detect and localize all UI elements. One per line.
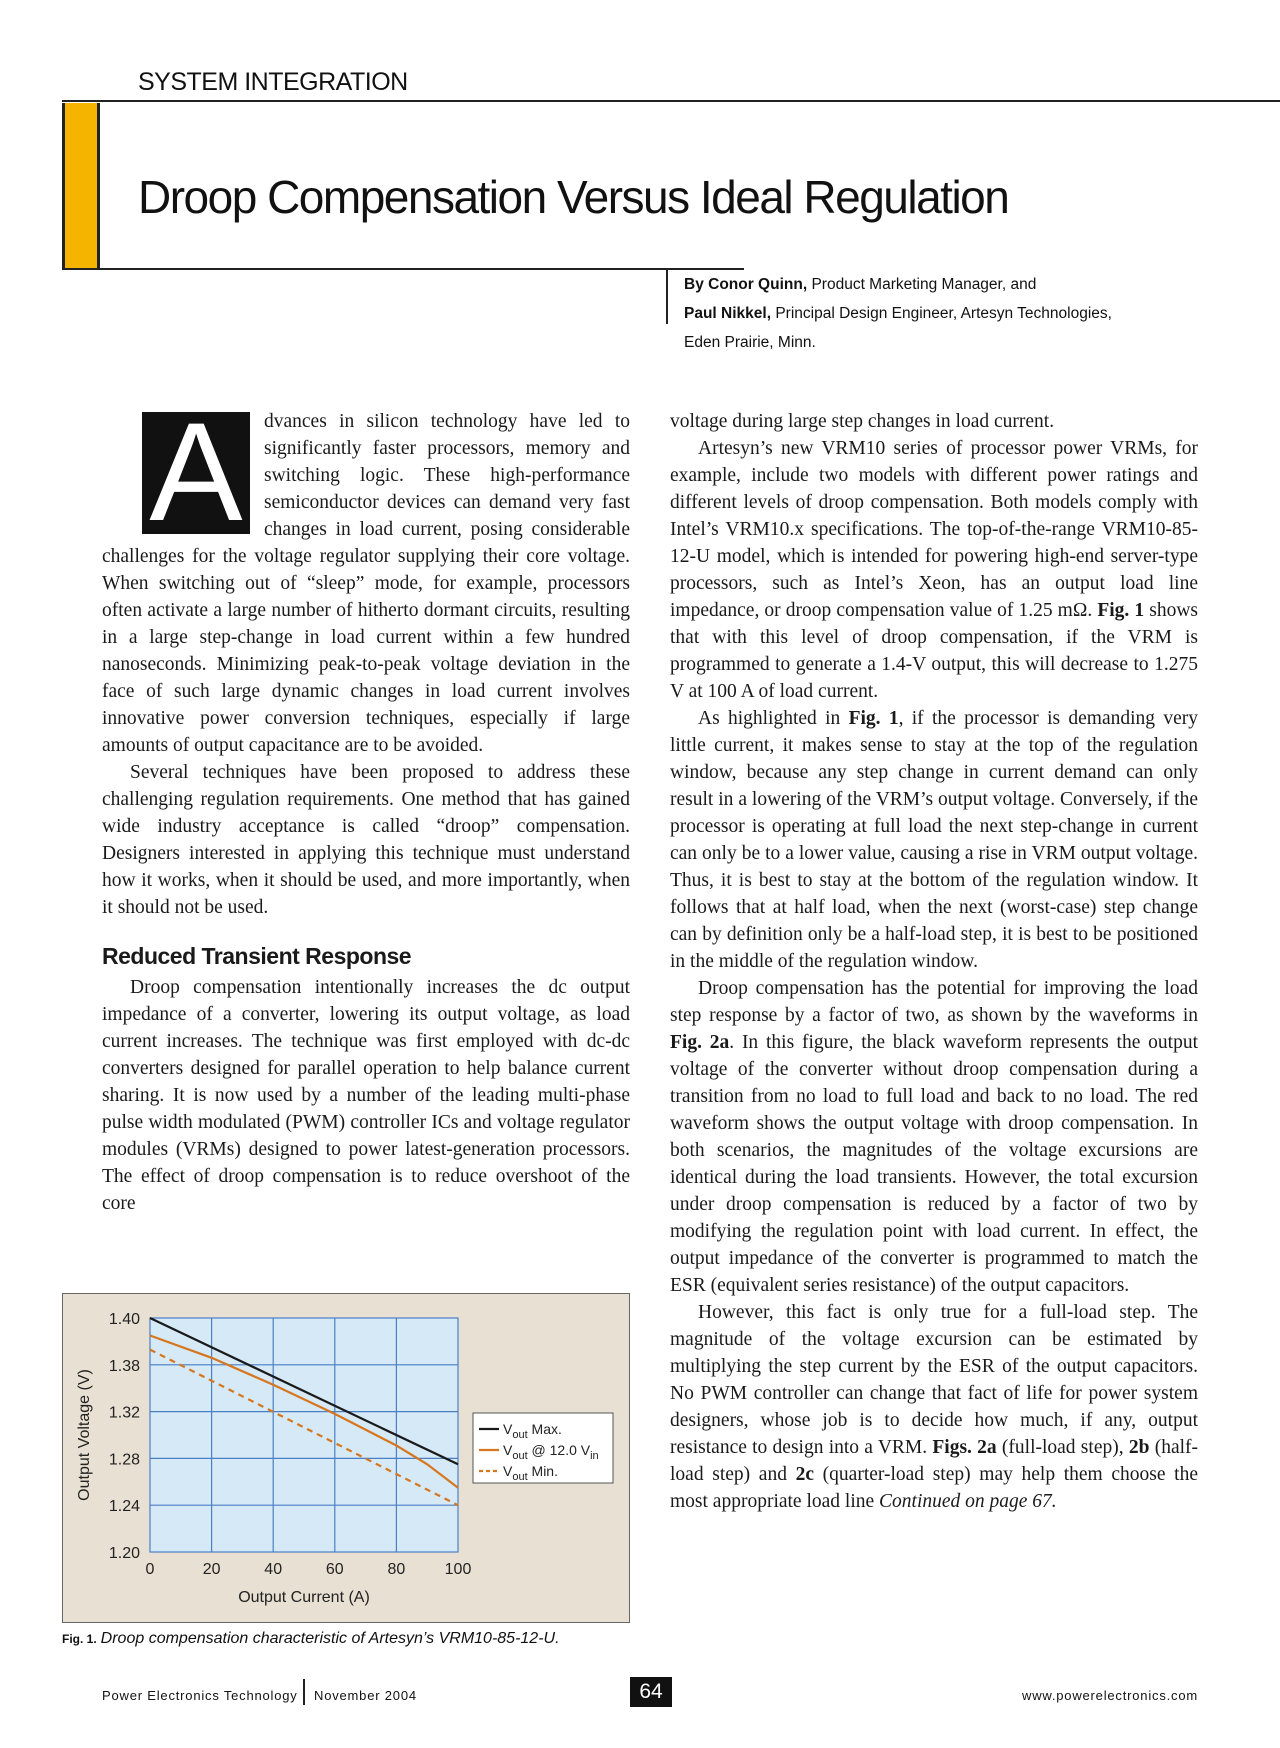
y-tick-label: 1.38 (108, 1357, 140, 1375)
section-subhead: Reduced Transient Response (102, 943, 412, 969)
paragraph-text: However, this fact is only true for a full-load step. The magnitude of the voltage excursion can be estimated by multiplying the step current by the ESR of the output capacitors. No PWM controller can change that fact of life for power system designers, whose job is to decide how much, if any, output resistance to design into a VRM. (670, 1302, 1198, 1458)
author1-role: Product Marketing Manager, and (811, 276, 1037, 293)
paragraph (670, 1299, 1198, 1515)
paragraph-text: (half-load step) and (670, 1437, 1199, 1485)
paragraph: Droop compensation intentionally increases the dc output impedance of a converter, lowering its output voltage, as load current increases. The technique was first employed with dc-dc converters designed for parallel operation to help balance current sharing. It is now used by a number of the leading multi-phase pulse width modulated (PWM) controller ICs and voltage regulator modules (VRMs) designed to power latest-generation processors. The effect of droop compensation is to reduce overshoot of the core (102, 977, 630, 1214)
footer-url: www.powerelectronics.com (1022, 1688, 1198, 1703)
paragraph-intro-text: dvances in silicon technology have led to significantly faster processors, memory and switching logic. These high-performance semiconductor devices can demand very fast changes in load current, posing considerable challenges for the voltage regulator supplying their core voltage. When switching out of “sleep” mode, for example, processors often activate a large number of hitherto dormant circuits, resulting in a large step-change in load current within a few hundred nanoseconds. Minimizing peak-to-peak voltage deviation in the face of such large dynamic changes in load current involves innovative power conversion techniques, especially if large amounts of output capacitance are to be avoided. (102, 411, 630, 756)
article-title: Droop Compensation Versus Ideal Regulation (138, 171, 1009, 223)
droop-chart (63, 1294, 629, 1622)
author2-role: Principal Design Engineer, Artesyn Technologies, (775, 305, 1112, 322)
figure-reference: 2c (795, 1464, 815, 1485)
paragraph: Several techniques have been proposed to address these challenging regulation requirements. One method that has gained wide industry acceptance is called “droop” compensation. Designers interested in applying this technique must understand how it works, when it should be used, and more importantly, when it should not be used. (102, 762, 630, 918)
figure-reference: Fig. 1 (1097, 600, 1145, 621)
x-tick-label: 20 (202, 1561, 221, 1578)
author2-name: Paul Nikkel, (684, 305, 772, 322)
byline-rule (666, 268, 668, 324)
accent-bar (62, 103, 100, 270)
byline (684, 270, 1244, 357)
y-tick-label: 1.40 (108, 1311, 140, 1328)
y-tick-label: 1.24 (108, 1498, 140, 1516)
x-tick-label: 60 (325, 1561, 344, 1578)
paragraph: voltage during large step changes in load current. (670, 411, 1055, 432)
figure-label: Fig. 1. (62, 1632, 97, 1646)
y-tick-label: 1.20 (108, 1545, 140, 1562)
paragraph-text: . In this figure, the black waveform represents the output voltage of the converter without droop compensation during a transition from no load to full load and back to no load. The red waveform shows the output voltage with droop compensation. In both scenarios, the magnitudes of the voltage excursions are identical during the load transients. However, the total excursion under droop compensation is reduced by a factor of two by modifying the regulation point with load current. In effect, the output impedance of the converter is programmed to match the ESR (equivalent series resistance) of the output capacitors. (670, 1032, 1198, 1296)
x-tick-label: 100 (444, 1561, 472, 1578)
footer-separator (303, 1679, 305, 1705)
x-tick-label: 80 (387, 1561, 406, 1578)
paragraph (670, 435, 1198, 705)
drop-cap: A (142, 412, 250, 534)
footer-publication: Power Electronics Technology (102, 1688, 298, 1703)
legend-label: $V_{out}$ Max. (503, 1421, 562, 1441)
figure-reference: 2b (1128, 1437, 1150, 1458)
paragraph-text: As highlighted in (698, 708, 841, 729)
figure-reference: Figs. 2a (932, 1437, 997, 1458)
y-tick-label: 1.32 (108, 1404, 140, 1422)
footer-date: November 2004 (314, 1688, 417, 1703)
author1-name: By Conor Quinn, (684, 276, 808, 293)
continued-note: Continued on page 67. (879, 1491, 1057, 1512)
paragraph-text: , if the processor is demanding very little current, it makes sense to stay at the top of the regulation window, because any step change in current demand can only result in a lowering of the VRM’s output voltage. Conversely, if the processor is operating at full load the next step-change in current can only be to a lower value, causing a rise in VRM output voltage. Thus, it is best to stay at the bottom of the regulation window. It follows that at half load, when the next (worst-case) step change can by definition only be a half-load step, it is best to be positioned in the middle of the regulation window. (670, 708, 1198, 972)
figure-1 (62, 1293, 630, 1623)
section-label: SYSTEM INTEGRATION (138, 68, 408, 96)
x-tick-label: 40 (264, 1561, 283, 1578)
figure-caption-text: Droop compensation characteristic of Artesyn’s VRM10-85-12-U. (100, 1630, 560, 1647)
figure-caption (62, 1630, 642, 1648)
y-axis-label: Output Voltage (V) (76, 1369, 93, 1501)
left-column (102, 393, 630, 1217)
figure-reference: Fig. 2a (670, 1032, 730, 1053)
legend-label: $V_{out}$ Min. (503, 1463, 558, 1483)
x-tick-label: 0 (145, 1561, 155, 1578)
paragraph (670, 705, 1198, 975)
header-rule (62, 100, 1280, 102)
paragraph-text: Artesyn’s new VRM10 series of processor power VRMs, for example, include two models with different power ratings and different levels of droop compensation. Both models comply with Intel’s VRM10.x specifications. The top-of-the-range VRM10-85-12-U model, which is intended for powering high-end server-type processors, such as Intel’s Xeon, has an output load line impedance, or droop compensation value of 1.25 mΩ. (670, 438, 1198, 621)
author-location: Eden Prairie, Minn. (684, 334, 816, 351)
figure-reference: Fig. 1 (848, 708, 899, 729)
paragraph-text: shows that with this level of droop compensation, if the VRM is programmed to generate a 1.4-V output, this will decrease to 1.275 V at 100 A of load current. (670, 600, 1199, 702)
paragraph (670, 975, 1198, 1299)
paragraph-intro (102, 393, 630, 759)
x-axis-label: Output Current (A) (238, 1589, 370, 1606)
paragraph-text: (full-load step), (1001, 1437, 1124, 1458)
y-tick-label: 1.28 (108, 1451, 140, 1469)
paragraph-text: Droop compensation has the potential for improving the load step response by a factor of two, as shown by the waveforms in (670, 978, 1198, 1026)
legend-label: $V_{out}$ @ 12.0 $V_{in}$ (503, 1442, 599, 1462)
page-number: 64 (630, 1677, 672, 1707)
title-underline (62, 268, 744, 270)
right-column (670, 408, 1198, 1515)
paragraph-text: (quarter-load step) may help them choose the most appropriate load line (670, 1464, 1198, 1512)
